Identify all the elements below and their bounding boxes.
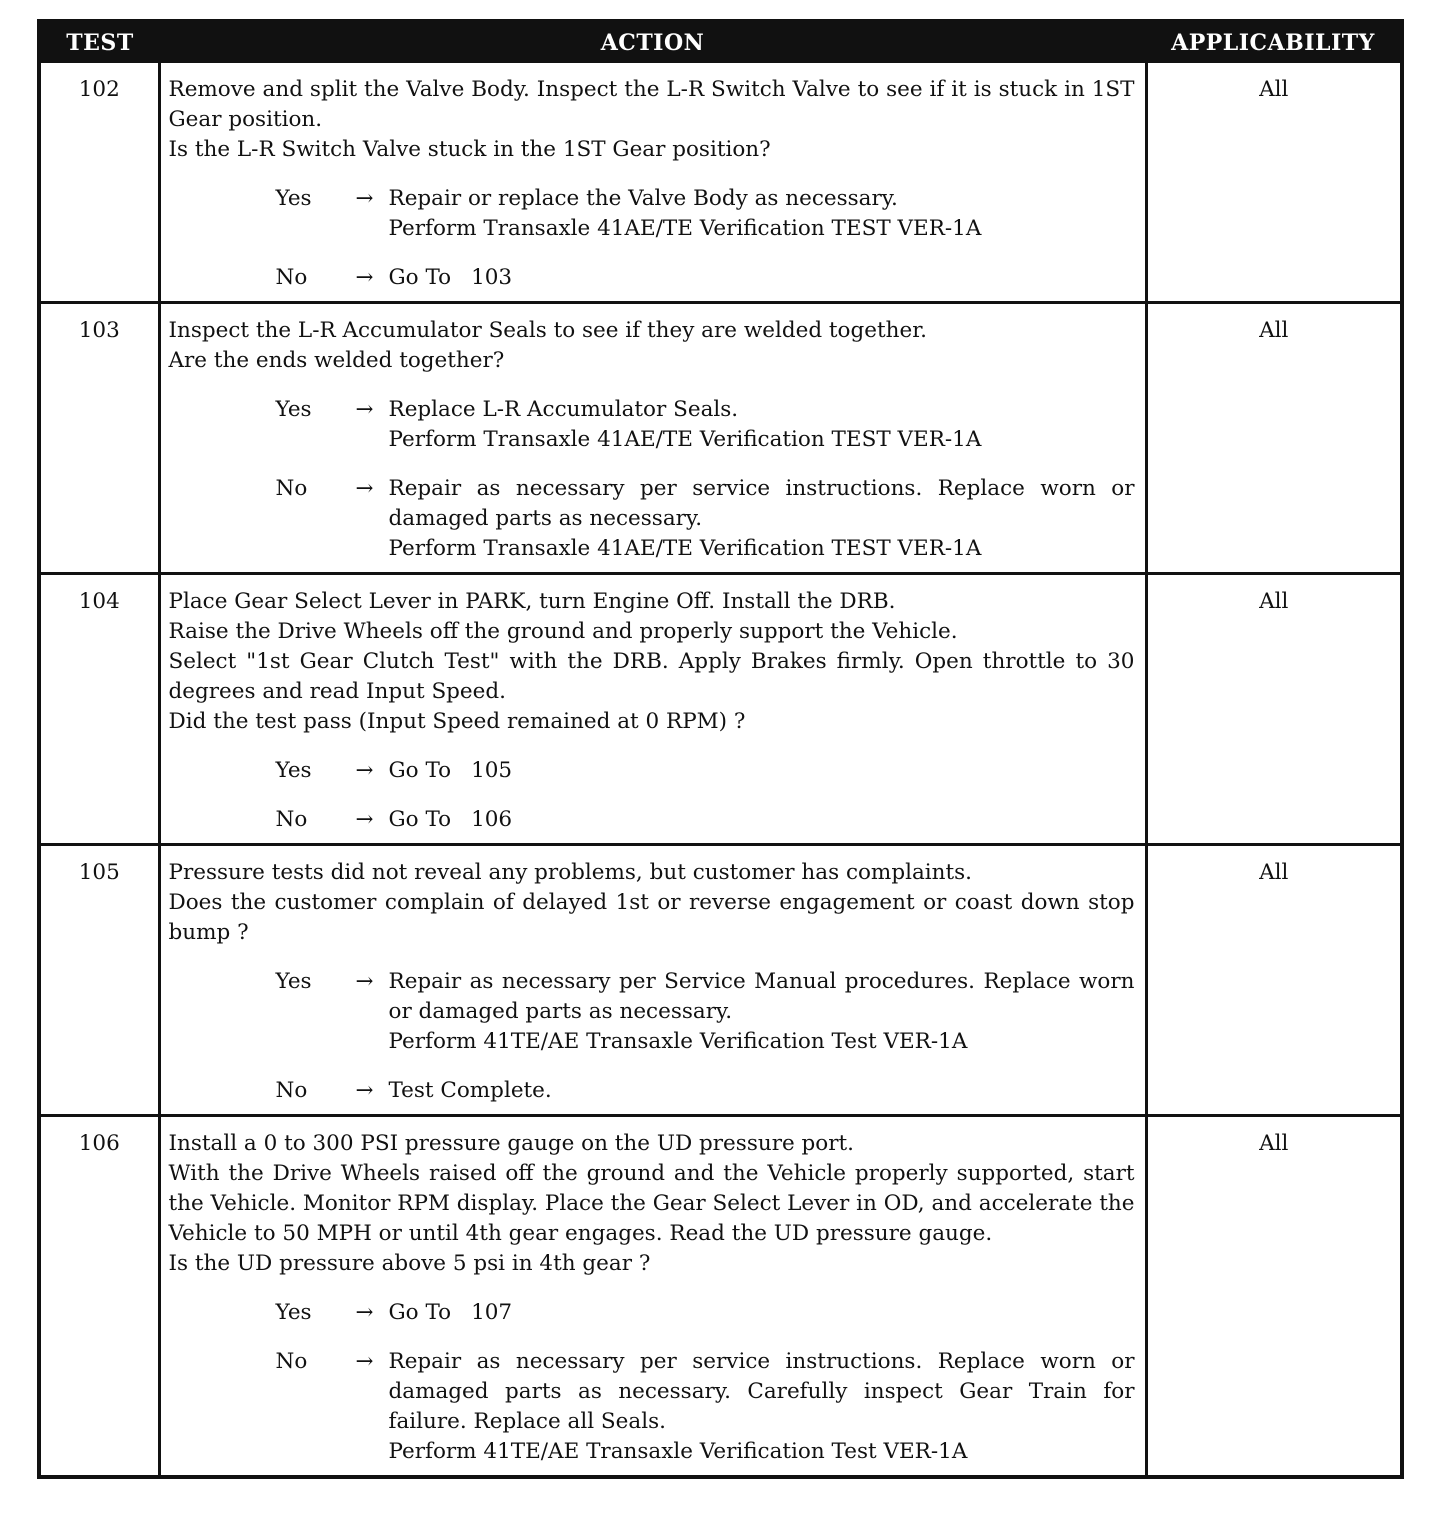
question-line: Remove and split the Valve Body. Inspect the L-R Switch Valve to see if it is stuck in 1ST Gear position.	[168, 77, 1135, 132]
yes-outcome	[389, 1298, 1135, 1328]
yes-label: Yes	[275, 758, 312, 783]
question-line: With the Drive Wheels raised off the ground and the Vehicle properly supported, start the Vehicle. Monitor RPM display. Place the Gear Select Lever in OD, and accelerate the Vehicle to 50 MPH or until 4th gear engages. Read the UD pressure gauge.	[168, 1161, 1135, 1246]
question-block	[169, 587, 1135, 737]
no-outcome	[389, 1076, 1135, 1106]
action-cell	[159, 845, 1146, 1116]
arrow-icon: →	[355, 186, 374, 211]
action-cell	[159, 303, 1146, 574]
diagnostic-page	[37, 19, 1400, 1479]
yes-label: Yes	[275, 397, 312, 422]
yes-outcome	[389, 395, 1135, 455]
outcome-line: Repair as necessary per Service Manual procedures. Replace worn or damaged parts as necessary.	[388, 969, 1135, 1024]
question-block	[169, 1129, 1135, 1279]
goto-text: Go To	[388, 1300, 452, 1325]
yes-branch	[169, 184, 1135, 244]
action-cell	[159, 1116, 1146, 1478]
question-line: Are the ends welded together?	[168, 348, 505, 373]
applicability-value: All	[1146, 574, 1402, 845]
question-line: Does the customer complain of delayed 1st or reverse engagement or coast down stop bump ?	[168, 890, 1135, 945]
goto-line	[389, 263, 1135, 293]
goto-line	[389, 1298, 1135, 1328]
no-label: No	[275, 265, 308, 290]
table-header	[39, 21, 1402, 63]
outcome-line: Perform 41TE/AE Transaxle Verification Test VER-1A	[388, 1439, 968, 1464]
question-line: Raise the Drive Wheels off the ground and properly support the Vehicle.	[168, 619, 958, 644]
goto-test-number: 103	[471, 265, 513, 290]
table-row	[39, 303, 1402, 574]
question-line: Inspect the L-R Accumulator Seals to see if they are welded together.	[168, 318, 927, 343]
test-number: 106	[39, 1116, 159, 1478]
goto-line	[389, 756, 1135, 786]
outcome-line: Perform Transaxle 41AE/TE Verification TEST VER-1A	[388, 427, 982, 452]
goto-test-number: 106	[471, 807, 513, 832]
action-cell	[159, 63, 1146, 303]
question-line: Did the test pass (Input Speed remained at 0 RPM) ?	[168, 709, 746, 734]
yes-branch	[169, 395, 1135, 455]
arrow-icon: →	[355, 1300, 374, 1325]
outcome-line: Perform Transaxle 41AE/TE Verification TEST VER-1A	[388, 536, 982, 561]
diagnostic-table	[37, 19, 1404, 1479]
no-outcome	[389, 263, 1135, 293]
outcome-line: Repair as necessary per service instructions. Replace worn or damaged parts as necessary.	[388, 476, 1135, 531]
question-line: Is the L-R Switch Valve stuck in the 1ST Gear position?	[168, 137, 771, 162]
no-outcome	[389, 474, 1135, 564]
arrow-icon: →	[355, 476, 374, 501]
table-row	[39, 574, 1402, 845]
question-block	[169, 75, 1135, 165]
applicability-value: All	[1146, 63, 1402, 303]
yes-branch	[169, 967, 1135, 1057]
applicability-value: All	[1146, 303, 1402, 574]
arrow-icon: →	[355, 1349, 374, 1374]
yes-branch	[169, 756, 1135, 786]
arrow-icon: →	[355, 969, 374, 994]
arrow-icon: →	[355, 397, 374, 422]
outcome-line: Test Complete.	[388, 1078, 552, 1103]
no-outcome	[389, 1347, 1135, 1467]
no-label: No	[275, 1078, 308, 1103]
applicability-value: All	[1146, 845, 1402, 1116]
no-branch	[169, 263, 1135, 293]
question-block	[169, 316, 1135, 376]
arrow-icon: →	[355, 758, 374, 783]
goto-test-number: 107	[471, 1300, 513, 1325]
arrow-icon: →	[355, 1078, 374, 1103]
question-line: Is the UD pressure above 5 psi in 4th gear ?	[168, 1251, 651, 1276]
test-number: 104	[39, 574, 159, 845]
yes-outcome	[389, 756, 1135, 786]
goto-line	[389, 805, 1135, 835]
no-outcome	[389, 805, 1135, 835]
outcome-line: Replace L-R Accumulator Seals.	[388, 397, 739, 422]
test-number: 105	[39, 845, 159, 1116]
no-branch	[169, 1076, 1135, 1106]
yes-outcome	[389, 967, 1135, 1057]
yes-outcome	[389, 184, 1135, 244]
test-number: 102	[39, 63, 159, 303]
no-label: No	[275, 1349, 308, 1374]
goto-test-number: 105	[471, 758, 513, 783]
table-row	[39, 1116, 1402, 1478]
outcome-line: Perform Transaxle 41AE/TE Verification TEST VER-1A	[388, 216, 982, 241]
table-row	[39, 845, 1402, 1116]
no-branch	[169, 805, 1135, 835]
question-block	[169, 858, 1135, 948]
yes-label: Yes	[275, 969, 312, 994]
yes-label: Yes	[275, 1300, 312, 1325]
goto-text: Go To	[388, 265, 452, 290]
outcome-line: Repair as necessary per service instructions. Replace worn or damaged parts as necessary. Carefully inspect Gear Train for failure. Replace all Seals.	[388, 1349, 1135, 1434]
test-number: 103	[39, 303, 159, 574]
question-line: Place Gear Select Lever in PARK, turn Engine Off. Install the DRB.	[168, 589, 896, 614]
arrow-icon: →	[355, 265, 374, 290]
header-action: ACTION	[159, 21, 1146, 63]
goto-text: Go To	[388, 807, 452, 832]
applicability-value: All	[1146, 1116, 1402, 1478]
arrow-icon: →	[355, 807, 374, 832]
outcome-line: Repair or replace the Valve Body as necessary.	[388, 186, 898, 211]
yes-branch	[169, 1298, 1135, 1328]
table-body	[39, 63, 1402, 1477]
table-row	[39, 63, 1402, 303]
no-label: No	[275, 807, 308, 832]
goto-text: Go To	[388, 758, 452, 783]
header-applicability: APPLICABILITY	[1146, 21, 1402, 63]
no-label: No	[275, 476, 308, 501]
question-line: Pressure tests did not reveal any problems, but customer has complaints.	[168, 860, 973, 885]
outcome-line: Perform 41TE/AE Transaxle Verification Test VER-1A	[388, 1029, 968, 1054]
yes-label: Yes	[275, 186, 312, 211]
question-line: Install a 0 to 300 PSI pressure gauge on the UD pressure port.	[168, 1131, 854, 1156]
question-line: Select "1st Gear Clutch Test" with the DRB. Apply Brakes firmly. Open throttle to 30 degrees and read Input Speed.	[168, 649, 1135, 704]
action-cell	[159, 574, 1146, 845]
header-test: TEST	[39, 21, 159, 63]
no-branch	[169, 474, 1135, 564]
no-branch	[169, 1347, 1135, 1467]
